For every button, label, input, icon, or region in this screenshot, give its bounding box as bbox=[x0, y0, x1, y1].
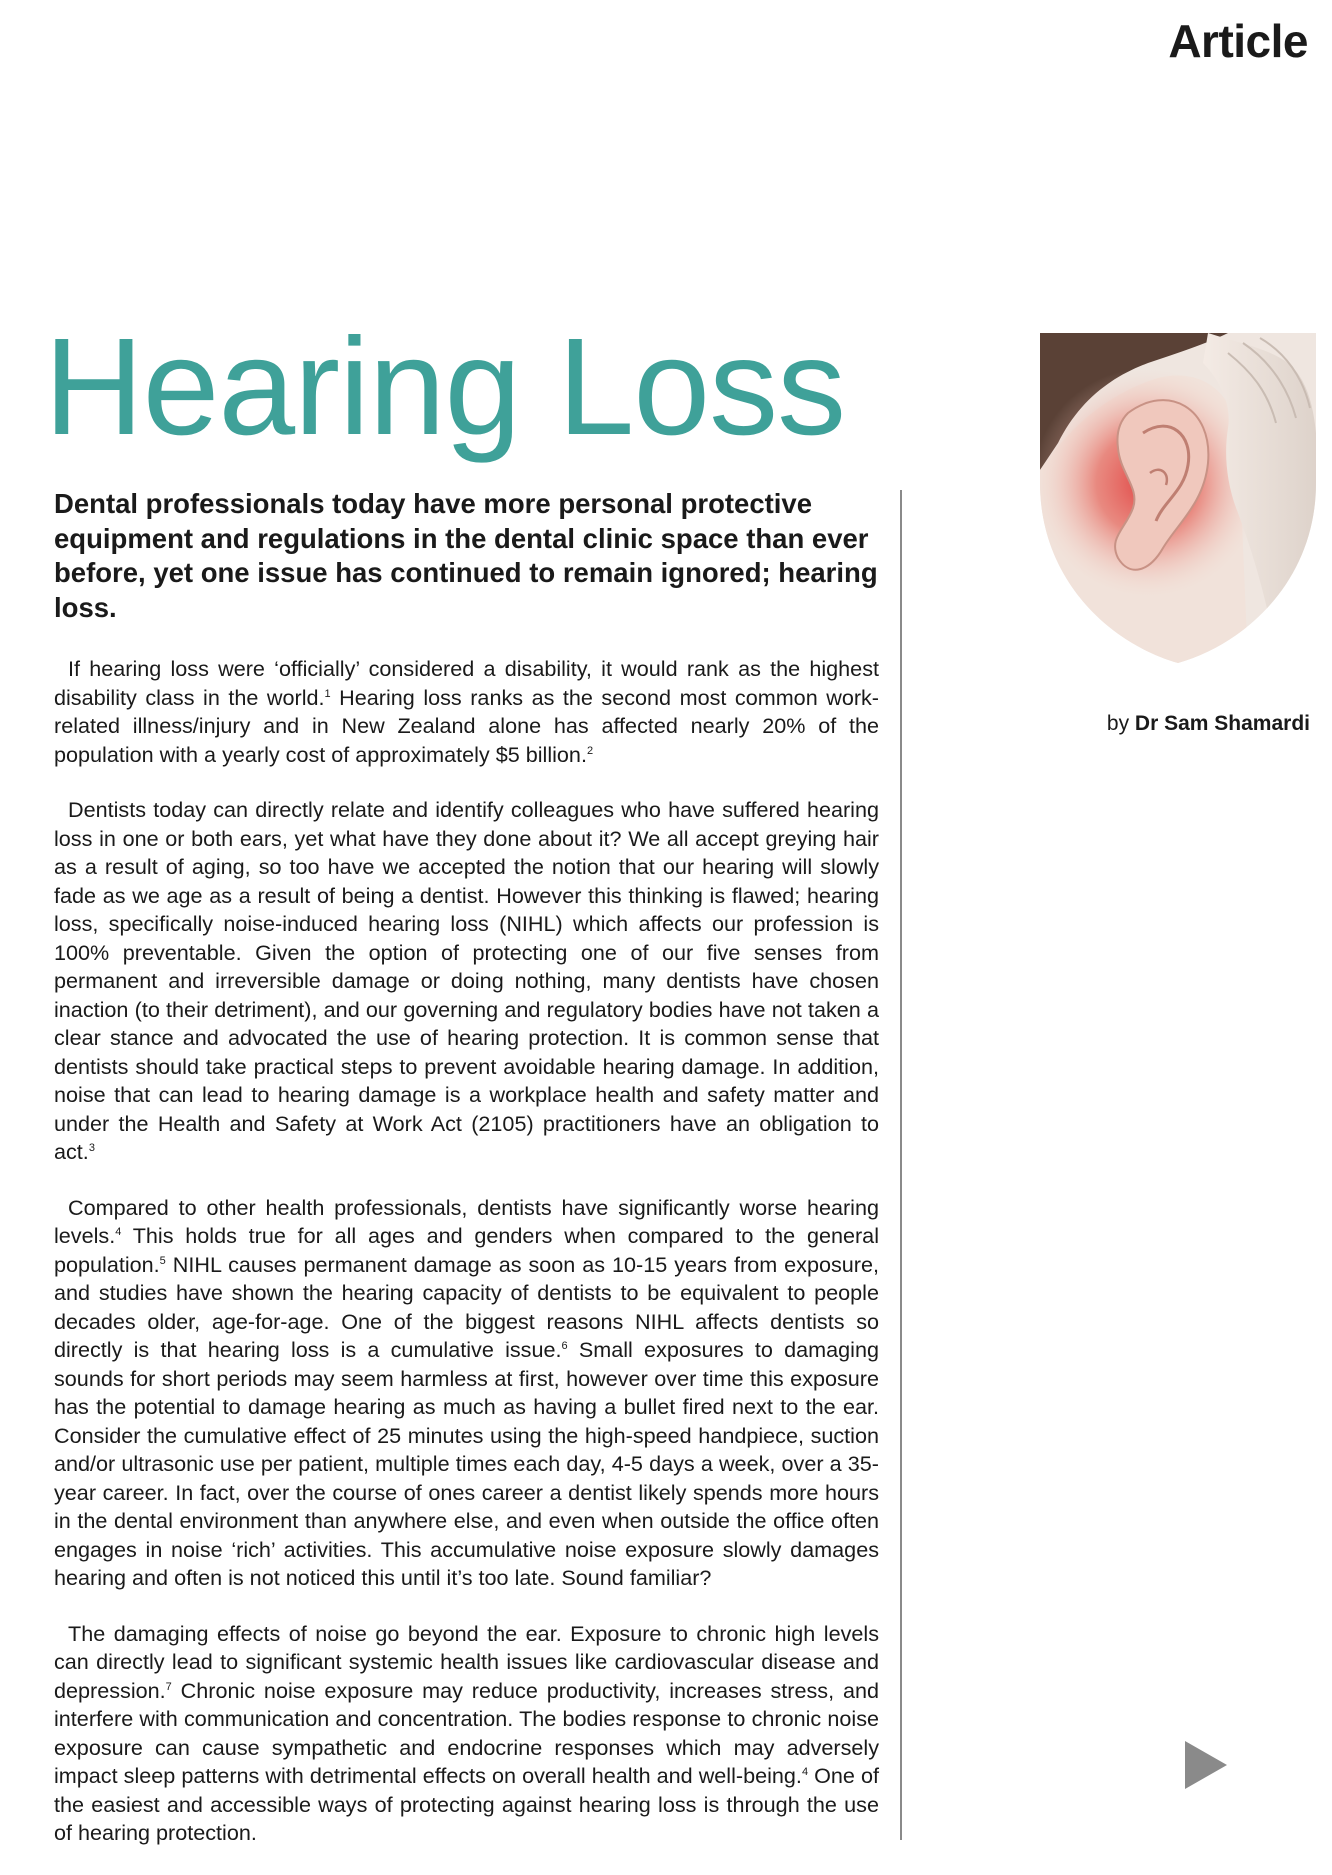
reference-superscript: 1 bbox=[324, 687, 331, 700]
hearing-illustration bbox=[1038, 333, 1318, 663]
reference-superscript: 2 bbox=[586, 744, 594, 757]
column-divider bbox=[900, 490, 902, 1840]
author-name: Dr Sam Shamardi bbox=[1134, 712, 1310, 735]
body-paragraph bbox=[54, 655, 879, 769]
byline-prefix: by bbox=[1106, 712, 1130, 735]
author-byline bbox=[1107, 712, 1310, 736]
body-paragraph bbox=[54, 1620, 879, 1848]
next-page-button[interactable] bbox=[1185, 1741, 1227, 1789]
section-label: Article bbox=[1168, 15, 1308, 67]
paragraph-text: Dentists today can directly relate and identify colleagues who have suffered hearing loss in one or both ears, yet what have they done about it? We all accept greying hair as a result of aging, so too have we accepted the notion that our hearing will slowly fade as we age as a result of being a dentist. However this thinking is flawed; hearing loss, specifically noise-induced hearing loss (NIHL) which affects our profession is 100% preventable. Given the option of protecting one of our five senses from permanent and irreversible damage or doing nothing, many dentists have chosen inaction (to their detriment), and our governing and regulatory bodies have not taken a clear stance and advocated the use of hearing protection. It is common sense that dentists should take practical steps to prevent avoidable hearing damage. In addition, noise that can lead to hearing damage is a workplace health and safety matter and under the Health and Safety at Work Act (2105) practitioners have an obligation to act. bbox=[54, 797, 879, 1164]
paragraph-text: One of the easiest and accessible ways of protecting against hearing loss is through the use of hearing protection. bbox=[54, 1763, 879, 1845]
paragraph-text: Compared to other health professionals, dentists have significantly worse hearing levels. bbox=[54, 1194, 879, 1248]
article-paragraphs bbox=[54, 655, 879, 1848]
paragraph-text: If hearing loss were ‘officially’ considered a disability, it would rank as the highest disability class in the world. bbox=[54, 656, 879, 710]
reference-superscript: 3 bbox=[88, 1141, 95, 1154]
reference-superscript: 4 bbox=[801, 1765, 809, 1778]
article-body bbox=[54, 487, 879, 1875]
reference-superscript: 5 bbox=[159, 1254, 166, 1267]
reference-superscript: 6 bbox=[561, 1339, 568, 1352]
paragraph-text: The damaging effects of noise go beyond the ear. Exposure to chronic high levels can directly lead to significant systemic health issues like cardiovascular disease and depression. bbox=[54, 1620, 879, 1703]
body-paragraph bbox=[54, 796, 879, 1167]
reference-superscript: 7 bbox=[165, 1680, 172, 1693]
paragraph-text: NIHL causes permanent damage as soon as 10-15 years from exposure, and studies have shown the hearing capacity of dentists to be equivalent to people decades older, age-for-age. One of the biggest reasons NIHL affects dentists so directly is that hearing loss is a cumulative issue. bbox=[54, 1251, 879, 1362]
paragraph-text: Small exposures to damaging sounds for short periods may seem harmless at first, however over time this exposure has the potential to damage hearing as much as having a bullet fired next to the ear. Consider the cumulative effect of 25 minutes using the high-speed handpiece, suction and/or ultrasonic use per patient, multiple times each day, 4-5 days a week, over a 35-year career. In fact, over the course of ones career a dentist likely spends more hours in the dental environment than anywhere else, and even when outside the office often engages in noise ‘rich’ activities. This accumulative noise exposure slowly damages hearing and often is not noticed this until it’s too late. Sound familiar? bbox=[54, 1337, 879, 1590]
paragraph-text: Hearing loss ranks as the second most common work-related illness/injury and in New Zealand alone has affected nearly 20% of the population with a yearly cost of approximately $5 billion. bbox=[54, 684, 880, 767]
article-lead: Dental professionals today have more personal protective equipment and regulations in the dental clinic space than ever before, yet one issue has continued to remain ignored; hearing loss. bbox=[54, 488, 878, 623]
paragraph-text: Chronic noise exposure may reduce productivity, increases stress, and interfere with communication and concentration. The bodies response to chronic noise exposure can cause sympathetic and endocrine responses which may adversely impact sleep patterns with detrimental effects on overall health and well-being. bbox=[54, 1677, 879, 1788]
play-triangle-icon bbox=[1185, 1741, 1227, 1789]
paragraph-text: This holds true for all ages and genders when compared to the general population. bbox=[54, 1223, 879, 1277]
article-title: Hearing Loss bbox=[44, 310, 846, 464]
ear-icon bbox=[1038, 333, 1318, 663]
body-paragraph bbox=[54, 1194, 879, 1593]
reference-superscript: 4 bbox=[115, 1225, 122, 1238]
